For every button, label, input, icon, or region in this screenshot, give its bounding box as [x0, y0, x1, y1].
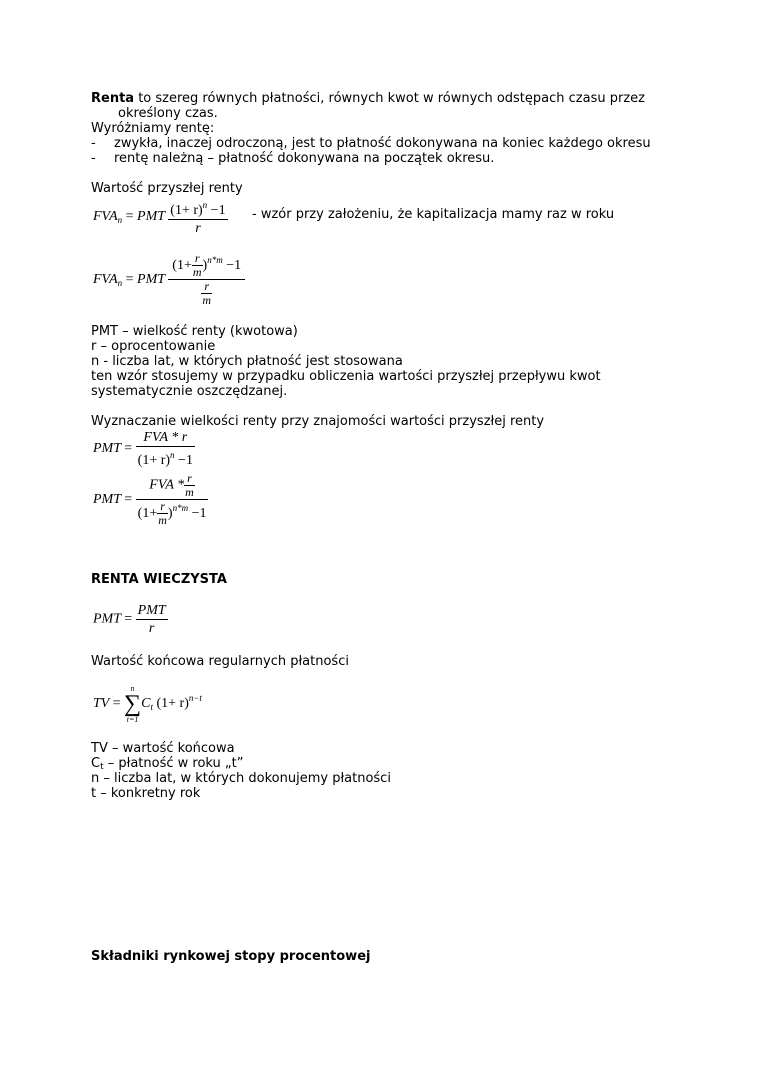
- tv-legend-line: TV – wartość końcowa: [91, 741, 235, 756]
- formula-pmt-compounding: PMT = FVA * $\frac{r}{m}$ (1+ $\frac{r}{m}$ )$^{n*m}$ −1: [93, 471, 207, 528]
- market-rate-heading: Składniki rynkowej stopy procentowej: [91, 949, 371, 964]
- pmt-heading: Wyznaczanie wielkości renty przy znajomości wartości przyszłej renty: [91, 414, 545, 429]
- distinguish-text: Wyróżniamy rentę:: [91, 121, 215, 136]
- bullet-text: zwykła, inaczej odroczoną, jest to płatność dokonywana na koniec każdego okresu: [114, 136, 651, 151]
- legend-line: systematycznie oszczędzanej.: [91, 384, 288, 399]
- formula-terminal-value: TV = n ∑ t=1 $C_t$ $(1+ r)^{n-t}$: [93, 684, 202, 724]
- bullet-dash: -: [91, 151, 96, 166]
- legend-line: PMT – wielkość renty (kwotowa): [91, 324, 298, 339]
- tv-legend-line: n – liczba lat, w których dokonujemy płatności: [91, 771, 391, 786]
- formula-pmt-perpetuity: PMT = $\frac{\text{PMT}}{r}$: [93, 603, 166, 636]
- legend-line: r – oprocentowanie: [91, 339, 216, 354]
- formula-pmt-annual: PMT = $\frac{\text{FVA * r}}{(1+ r)^n -1}$: [93, 430, 193, 468]
- formula-fva-annual: $FVA_n$ = PMT $\frac{(1+ r)^n -1}{r}$: [93, 197, 228, 237]
- intro-line-2: określony czas.: [118, 106, 218, 121]
- future-value-heading: Wartość przyszłej renty: [91, 181, 243, 196]
- legend-line: ten wzór stosujemy w przypadku obliczenia wartości przyszłej przepływu kwot: [91, 369, 601, 384]
- definition-text: to szereg równych płatności, równych kwot w równych odstępach czasu przez: [134, 91, 645, 106]
- terminal-value-heading: Wartość końcowa regularnych płatności: [91, 654, 349, 669]
- perpetuity-heading: RENTA WIECZYSTA: [91, 572, 227, 587]
- bullet-dash: -: [91, 136, 96, 151]
- intro-line-1: [91, 91, 645, 106]
- tv-legend-line: t – konkretny rok: [91, 786, 201, 801]
- formula-note: - wzór przy założeniu, że kapitalizacja mamy raz w roku: [252, 207, 615, 222]
- bullet-text: rentę należną – płatność dokonywana na początek okresu.: [114, 151, 495, 166]
- legend-line: n - liczba lat, w których płatność jest stosowana: [91, 354, 403, 369]
- term-renta: Renta: [91, 91, 135, 106]
- tv-legend-line: Ct – płatność w roku „t”: [91, 756, 244, 772]
- formula-fva-compounding: $FVA_n$ = PMT (1+ $\frac{r}{m}$ )$^{n*m}$ −1 $\frac{r}{m}$: [93, 252, 245, 307]
